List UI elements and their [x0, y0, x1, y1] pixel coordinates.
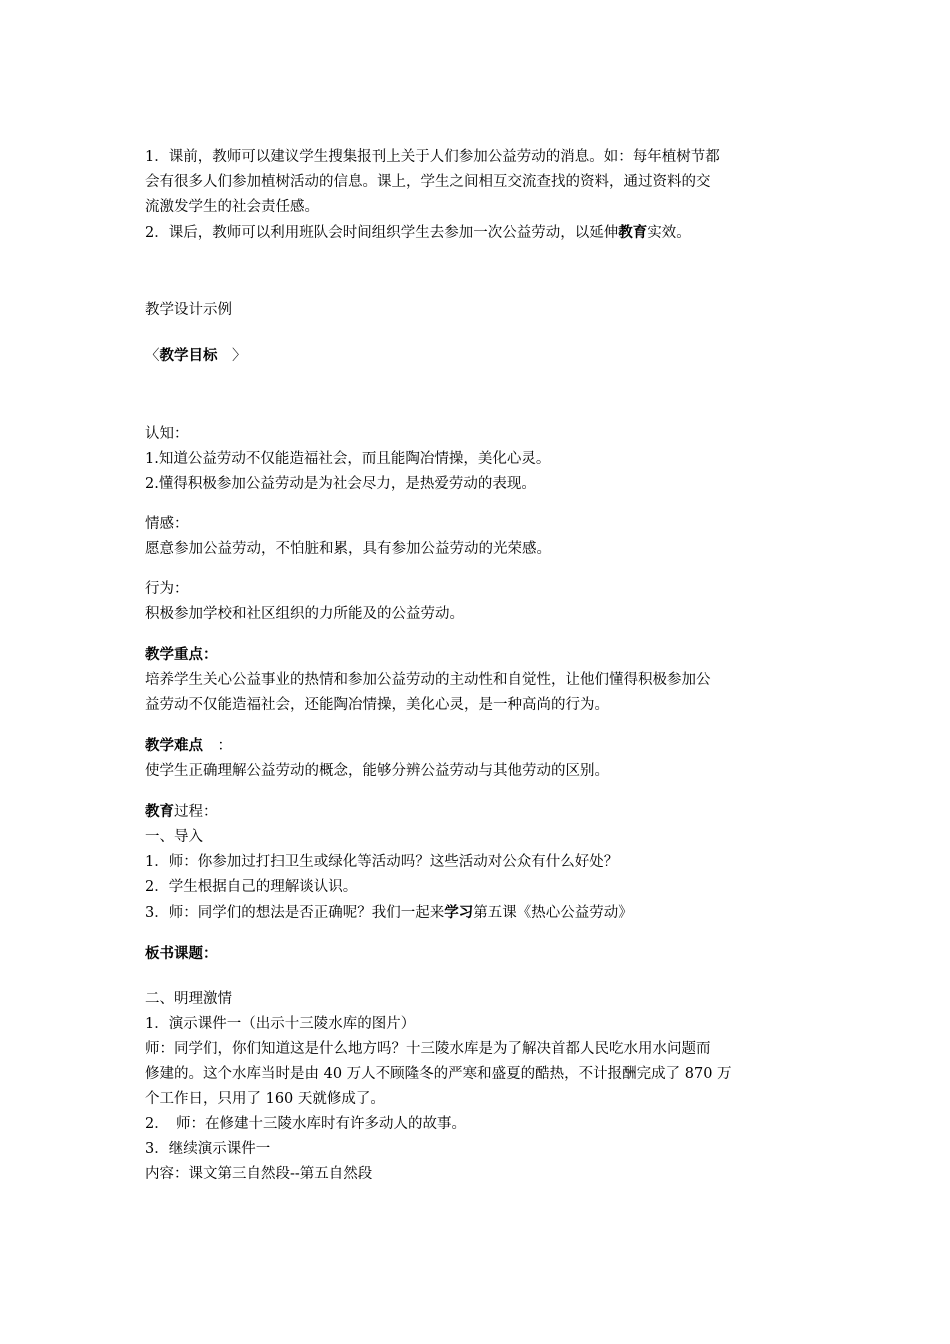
emotion-heading: 情感：: [145, 516, 189, 532]
prep-line-3: 流激发学生的社会责任感。: [145, 199, 319, 215]
section2-teacher-line-3: 个工作日，只用了 160 天就修成了。: [145, 1091, 385, 1107]
focus-line-1: 培养学生关心公益事业的热情和参加公益劳动的主动性和自觉性，让他们懂得积极参加公: [145, 672, 711, 688]
board-heading: [145, 941, 815, 967]
intro-item-3-prefix: 3．师：同学们的想法是否正确呢？我们一起来: [145, 905, 445, 921]
process-heading-bold: 教育: [145, 803, 174, 820]
cognition-item-2: 2.懂得积极参加公益劳动是为社会尽力，是热爱劳动的表现。: [145, 476, 536, 492]
board-heading-label: 板书课题：: [145, 945, 218, 962]
focus-line-2: 益劳动不仅能造福社会，还能陶冶情操，美化心灵，是一种高尚的行为。: [145, 697, 609, 713]
prep-line-4-prefix: 2．课后，教师可以利用班队会时间组织学生去参加一次公益劳动，以延伸: [145, 225, 619, 241]
objectives-open: 〈: [145, 348, 160, 364]
focus-heading-label: 教学重点：: [145, 646, 218, 663]
section2-title: 二、明理激情: [145, 991, 232, 1007]
process-heading: [145, 799, 815, 825]
intro-item-3-bold: 学习: [444, 904, 474, 921]
prep-line-4-bold: 教育: [618, 224, 648, 241]
section2-content: 内容：课文第三自然段--第五自然段: [145, 1166, 373, 1182]
prep-line-4: [145, 220, 815, 246]
behavior-heading: 行为：: [145, 581, 189, 597]
process-heading-rest: 过程：: [174, 804, 218, 820]
section2-teacher-line-1: 师：同学们，你们知道这是什么地方吗？十三陵水库是为了解决首都人民吃水用水问题而: [145, 1041, 711, 1057]
focus-heading: [145, 642, 815, 668]
objectives-label: 教学目标: [159, 347, 218, 364]
intro-item-3-suffix: 第五课《热心公益劳动》: [473, 905, 633, 921]
section2-item-1: 1．演示课件一（出示十三陵水库的图片）: [145, 1016, 416, 1032]
objectives-heading: [145, 343, 815, 369]
emotion-text: 愿意参加公益劳动，不怕脏和累，具有参加公益劳动的光荣感。: [145, 541, 551, 557]
document-page: [145, 145, 815, 1187]
intro-item-2: 2．学生根据自己的理解谈认识。: [145, 879, 358, 895]
behavior-text: 积极参加学校和社区组织的力所能及的公益劳动。: [145, 606, 464, 622]
cognition-heading: 认知：: [145, 426, 189, 442]
prep-line-2: 会有很多人们参加植树活动的信息。课上，学生之间相互交流查找的资料，通过资料的交: [145, 174, 711, 190]
difficulty-heading: [145, 733, 815, 759]
section2-teacher-line-2: 修建的。这个水库当时是由 40 万人不顾隆冬的严寒和盛夏的酷热，不计报酬完成了 870 万: [145, 1066, 732, 1082]
difficulty-heading-label: 教学难点: [145, 737, 203, 754]
prep-line-1: 1．课前，教师可以建议学生搜集报刊上关于人们参加公益劳动的消息。如：每年植树节都: [145, 149, 720, 165]
section2-item-3: 3．继续演示课件一: [145, 1141, 271, 1157]
difficulty-text: 使学生正确理解公益劳动的概念，能够分辨公益劳动与其他劳动的区别。: [145, 763, 609, 779]
difficulty-colon: ：: [203, 738, 232, 754]
objectives-close: 〉: [217, 348, 247, 364]
design-title: 教学设计示例: [145, 302, 232, 318]
section2-item-2: 2． 师：在修建十三陵水库时有许多动人的故事。: [145, 1116, 466, 1132]
intro-item-3: [145, 900, 815, 926]
intro-item-1: 1．师：你参加过打扫卫生或绿化等活动吗？这些活动对公众有什么好处？: [145, 854, 619, 870]
intro-title: 一、导入: [145, 829, 203, 845]
prep-line-4-suffix: 实效。: [647, 225, 691, 241]
cognition-item-1: 1.知道公益劳动不仅能造福社会，而且能陶冶情操，美化心灵。: [145, 451, 551, 467]
